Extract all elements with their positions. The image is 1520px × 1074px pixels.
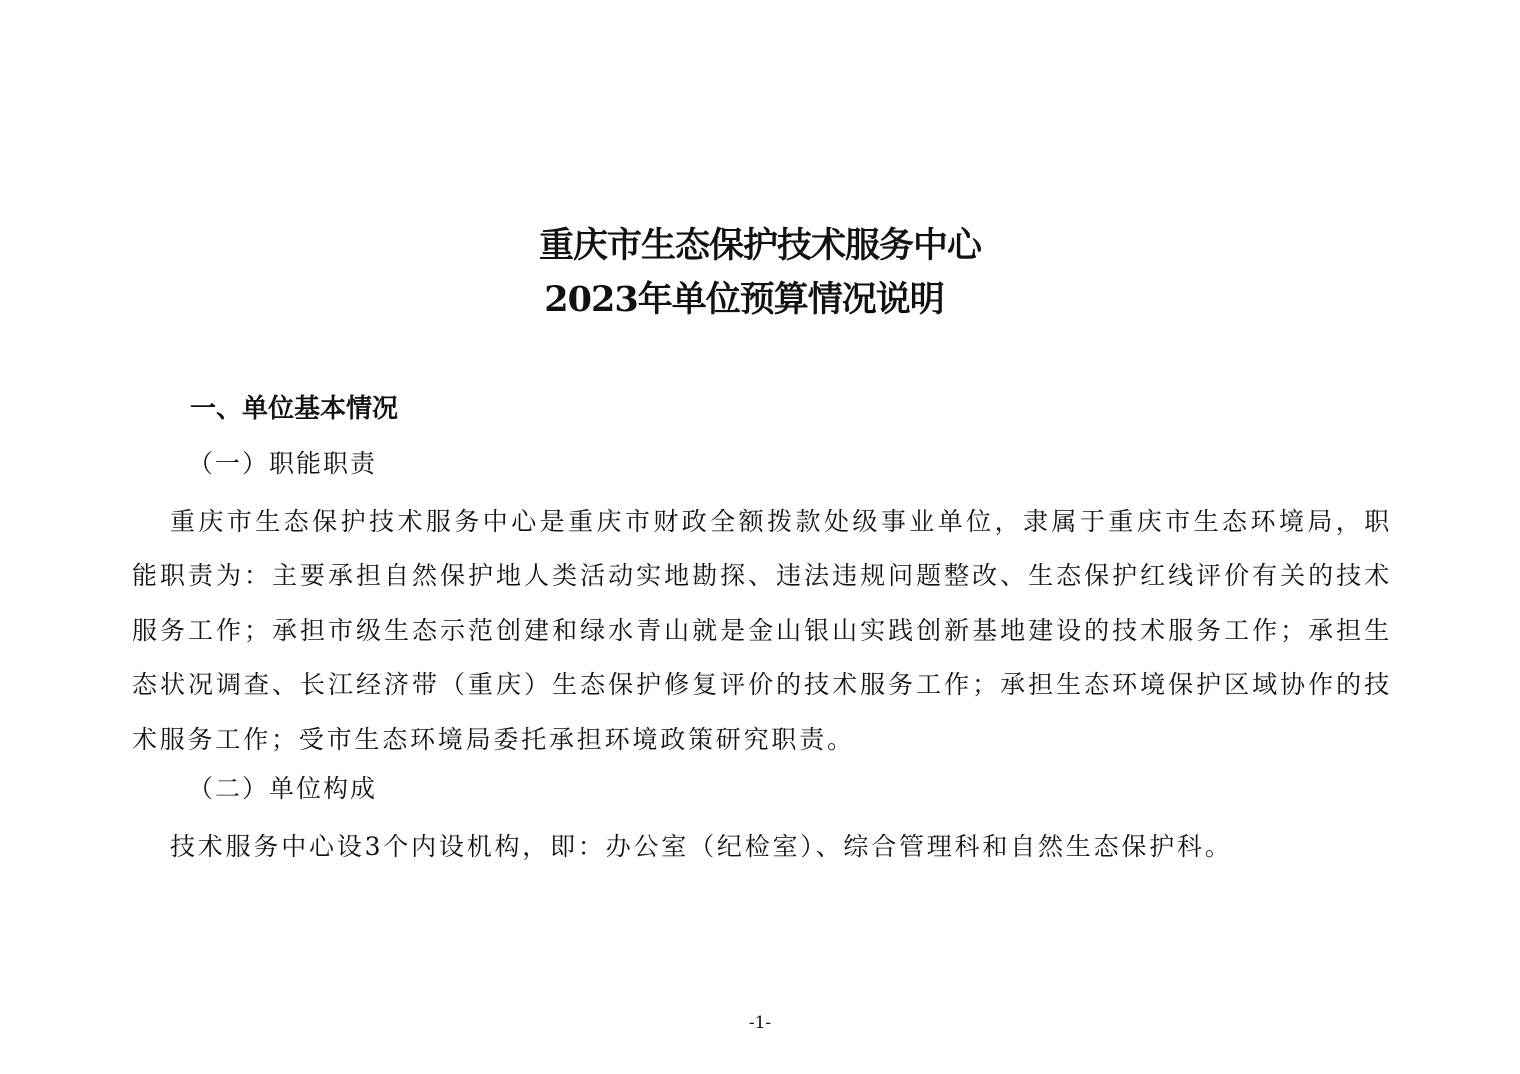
subsection-heading-composition: （二）单位构成 — [188, 774, 378, 803]
paragraph-composition: 技术服务中心设3个内设机构，即：办公室（纪检室）、综合管理科和自然生态保护科。 — [170, 832, 1233, 861]
document-title-line2: 2023年单位预算情况说明 — [544, 279, 944, 320]
section-heading-basic-info: 一、单位基本情况 — [190, 394, 399, 424]
subsection-heading-duties: （一）职能职责 — [188, 449, 378, 478]
paragraph-duties: 重庆市生态保护技术服务中心是重庆市财政全额拨款处级事业单位，隶属于重庆市生态环境局，职能职责为：主要承担自然保护地人类活动实地勘探、违法违规问题整改、生态保护红线评价有关的技术服务工作；承担市级生态示范创建和绿水青山就是金山银山实践创新基地建设的技术服务工作；承担生态状况调查、长江经济带（重庆）生态保护修复评价的技术服务工作；承担生态环境保护区域协作的技术服务工作；受市生态环境局委托承担环境政策研究职责。 — [132, 507, 1392, 754]
document-title-line1: 重庆市生态保护技术服务中心 — [538, 225, 981, 266]
page-number: -1- — [748, 1013, 772, 1033]
